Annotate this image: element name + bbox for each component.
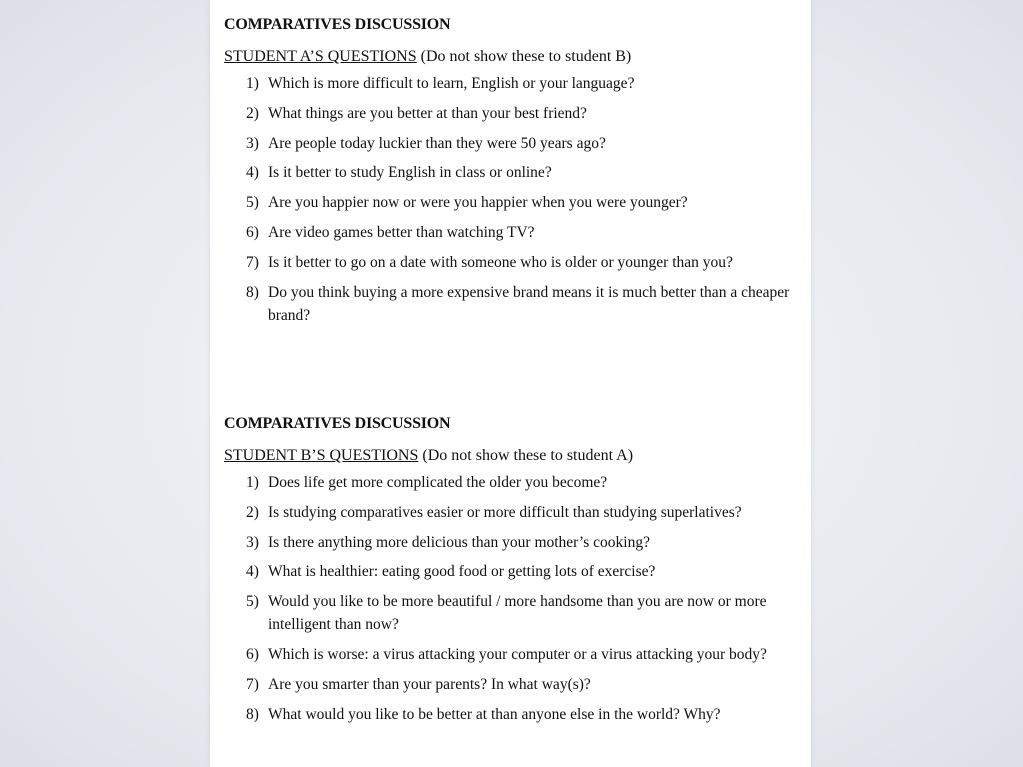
question-text: Are you happier now or were you happier when you were younger?: [268, 194, 688, 212]
question-item: [224, 72, 799, 95]
document-page: [210, 0, 811, 767]
question-item: [224, 102, 799, 125]
question-text: Is there anything more delicious than your mother’s cooking?: [268, 533, 650, 551]
question-number: 6): [246, 223, 259, 241]
question-item: [224, 531, 799, 554]
student-a-section: [224, 14, 799, 333]
question-item: [224, 281, 799, 327]
question-item: [224, 643, 799, 666]
question-number: 7): [246, 675, 259, 693]
question-number: 5): [246, 593, 259, 611]
question-text: Do you think buying a more expensive brand means it is much better than a cheaper brand?: [268, 283, 790, 324]
question-number: 4): [246, 164, 259, 182]
question-text: Is it better to study English in class or online?: [268, 164, 552, 182]
section-title: COMPARATIVES DISCUSSION: [224, 16, 451, 33]
subtitle-note: (Do not show these to student A): [418, 447, 634, 464]
question-item: [224, 471, 799, 494]
question-text: Are video games better than watching TV?: [268, 223, 535, 241]
question-number: 3): [246, 134, 259, 152]
question-text: Is studying comparatives easier or more difficult than studying superlatives?: [268, 503, 742, 521]
question-text: Are you smarter than your parents? In what way(s)?: [268, 675, 591, 693]
question-number: 1): [246, 474, 259, 491]
section-title: COMPARATIVES DISCUSSION: [224, 415, 451, 432]
question-number: 7): [246, 253, 259, 271]
question-item: [224, 221, 799, 244]
question-item: [224, 161, 799, 184]
question-number: 5): [246, 194, 259, 212]
question-item: [224, 251, 799, 274]
question-number: 8): [246, 705, 259, 723]
question-number: 4): [246, 563, 259, 581]
question-text: Is it better to go on a date with someone who is older or younger than you?: [268, 253, 733, 271]
subtitle-underlined: STUDENT A’S QUESTIONS: [224, 48, 417, 65]
subtitle-note: (Do not show these to student B): [416, 48, 632, 65]
question-item: [224, 501, 799, 524]
section-subtitle: [224, 44, 799, 70]
question-text: Does life get more complicated the older you become?: [268, 474, 608, 491]
question-number: 2): [246, 104, 259, 122]
question-text: Which is worse: a virus attacking your computer or a virus attacking your body?: [268, 645, 767, 663]
question-text: What is healthier: eating good food or getting lots of exercise?: [268, 563, 656, 581]
question-item: [224, 703, 799, 726]
question-number: 3): [246, 533, 259, 551]
question-text: Which is more difficult to learn, English or your language?: [268, 75, 635, 92]
question-number: 8): [246, 283, 259, 301]
question-list: [224, 471, 799, 726]
question-item: [224, 191, 799, 214]
question-number: 2): [246, 503, 259, 521]
question-item: [224, 590, 799, 636]
subtitle-underlined: STUDENT B’S QUESTIONS: [224, 447, 419, 464]
question-item: [224, 560, 799, 583]
question-item: [224, 132, 799, 155]
student-b-section: [224, 413, 799, 732]
question-number: 1): [246, 75, 259, 92]
question-text: What things are you better at than your best friend?: [268, 104, 587, 122]
question-list: [224, 72, 799, 327]
section-subtitle: [224, 443, 799, 469]
question-text: Would you like to be more beautiful / more handsome than you are now or more intelligent than now?: [268, 593, 767, 634]
question-text: Are people today luckier than they were 50 years ago?: [268, 134, 606, 152]
question-number: 6): [246, 645, 259, 663]
question-item: [224, 673, 799, 696]
question-text: What would you like to be better at than anyone else in the world? Why?: [268, 705, 721, 723]
